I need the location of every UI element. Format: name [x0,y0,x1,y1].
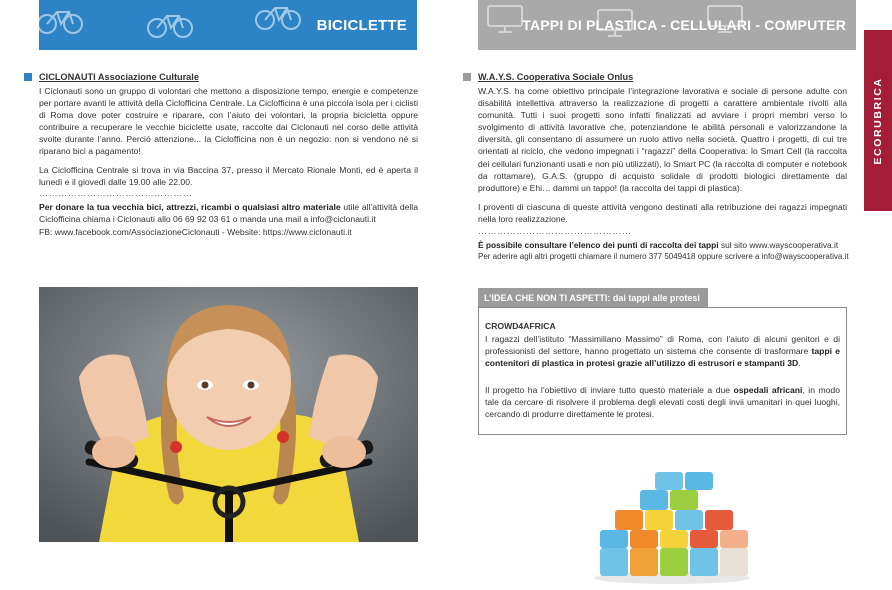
idea-p1-c: . [798,358,801,369]
dotted-separator: ………………………………………… [478,226,632,236]
ciclonauti-heading [39,72,199,82]
side-tab-label: ECORUBRICA [872,76,884,165]
collection-points-info [478,239,858,251]
heading-text: W.A.Y.S. Cooperativa Sociale Onlus [478,72,634,82]
heading-bold: CICLONAUTI [39,72,96,82]
dotted-separator: ………………………………………… [39,188,193,198]
idea-p1-a: I ragazzi dell’istituto “Massimiliano Massimo” di Roma, con l’aiuto di alcuni genitori e di professionisti del settore, hanno progettato un sistema che consente di trasformare [485,334,840,357]
ways-intro: W.A.Y.S. ha come obiettivo principale l’integrazione lavorativa e sociale di persone adulte con disabilità intellettiva attraverso la realizzazione di progetti a carattere ambientale rivolti alla comunità. Tutti i suoi progetti sono infatti finalizzati ad avviare i propri membri verso lo svolgimento di attività lavorative che, potenziandone le abilità personali e valorizzandone la diversità, gli consentano di assumere un ruolo attivo nella società. Quattro i progetti, di cui tre orientati al riciclo, che vedono impegnati i “ragazzi” della Cooperativa: lo Smart Cell (la raccolta dei cellulari funzionanti usati e non più utilizzati), lo Smart PC (la raccolta di computer e notebook da rottamare), G.A.S. (gruppo di acquisto solidale di prodotti biologici direttamente dal produttore) e Ehi… dammi un tappo! (la raccolta dei tappi di plastica). [478,86,847,193]
idea-p2-c: , in modo tale da cercare di risolvere il problema degli elevati costi degli invii umanitari in quei luoghi, cercando di produrre direttamente le protesi. [485,385,840,420]
idea-p2-a: Il progetto ha l’obiettivo di inviare tutto questo materiale a due [485,385,734,395]
ways-proceeds: I proventi di ciascuna di queste attività vengono destinati alla retribuzione dei ragazzi impegnati nella loro realizzazione. [478,202,847,225]
ways-contact: Per aderire agli altri progetti chiamare il numero 377 5049418 oppure scrivere a info@wayscooperativa.it [478,252,849,261]
idea-paragraph-2 [485,384,840,420]
section-marker-icon [24,73,32,81]
idea-title: CROWD4AFRICA [485,321,556,331]
donation-info [39,201,418,225]
idea-box-label: L’IDEA CHE NON TI ASPETTI: dai tappi alle protesi [478,288,708,307]
section-side-tab [864,30,892,211]
idea-paragraph-1 [485,333,840,369]
ciclonauti-links: FB: www.facebook.com/AssociazioneCiclonauti - Website: https://www.ciclonauti.it [39,227,352,237]
collection-rest: sul sito www.wayscooperativa.it [718,240,839,250]
donation-rest: utile all’attività della Ciclofficina chiama i Ciclonauti allo 06 69 92 03 61 o manda una mail a info@ciclonauti.it [39,202,418,225]
stacked-plastic-caps-photo [590,460,755,585]
banner-title: TAPPI DI PLASTICA - CELLULARI - COMPUTER [522,17,846,33]
banner-title: BICICLETTE [316,16,407,34]
ways-heading [478,72,633,82]
recycling-banner [478,0,856,50]
collection-bold: È possibile consultare l’elenco dei punti di raccolta dei tappi [478,240,719,250]
idea-p1-b: tappi e contenitori di plastica in protesi grazie all’utilizzo di estrusori e stampanti 3D [485,346,840,369]
idea-p2-b: ospedali africani [733,385,803,395]
bicycle-pattern-icon [39,2,339,42]
heading-rest: Associazione Culturale [95,72,199,82]
donation-bold: Per donare la tua vecchia bici, attrezzi, ricambi o qualsiasi altro materiale [39,202,341,212]
bicycles-banner [39,0,417,50]
girl-on-bicycle-photo [39,287,418,542]
ciclonauti-intro: I Ciclonauti sono un gruppo di volontari che mettono a disposizione tempo, energie e competenze per portare avanti le attività della Ciclofficina Centrale. La Ciclofficina è una piccola isola per i ciclisti di Roma dove poter costruire e riparare, con l’aiuto dei volontari, la propria bicicletta oppure contribuire a recuperare le vecchie biciclette usate, raccolte dai Ciclonauti nel corso delle attività svolte durante l’anno. Perciò attenzione... la Ciclofficina non è un negozio: non si vendono né si riparano bici a pagamento! [39,86,418,157]
section-marker-icon [463,73,471,81]
ciclofficina-address: La Ciclofficina Centrale si trova in via Baccina 37, presso il Mercato Rionale Monti, ed è aperta il lunedì e il giovedì dalle 19.00 alle 22.00. [39,165,418,188]
